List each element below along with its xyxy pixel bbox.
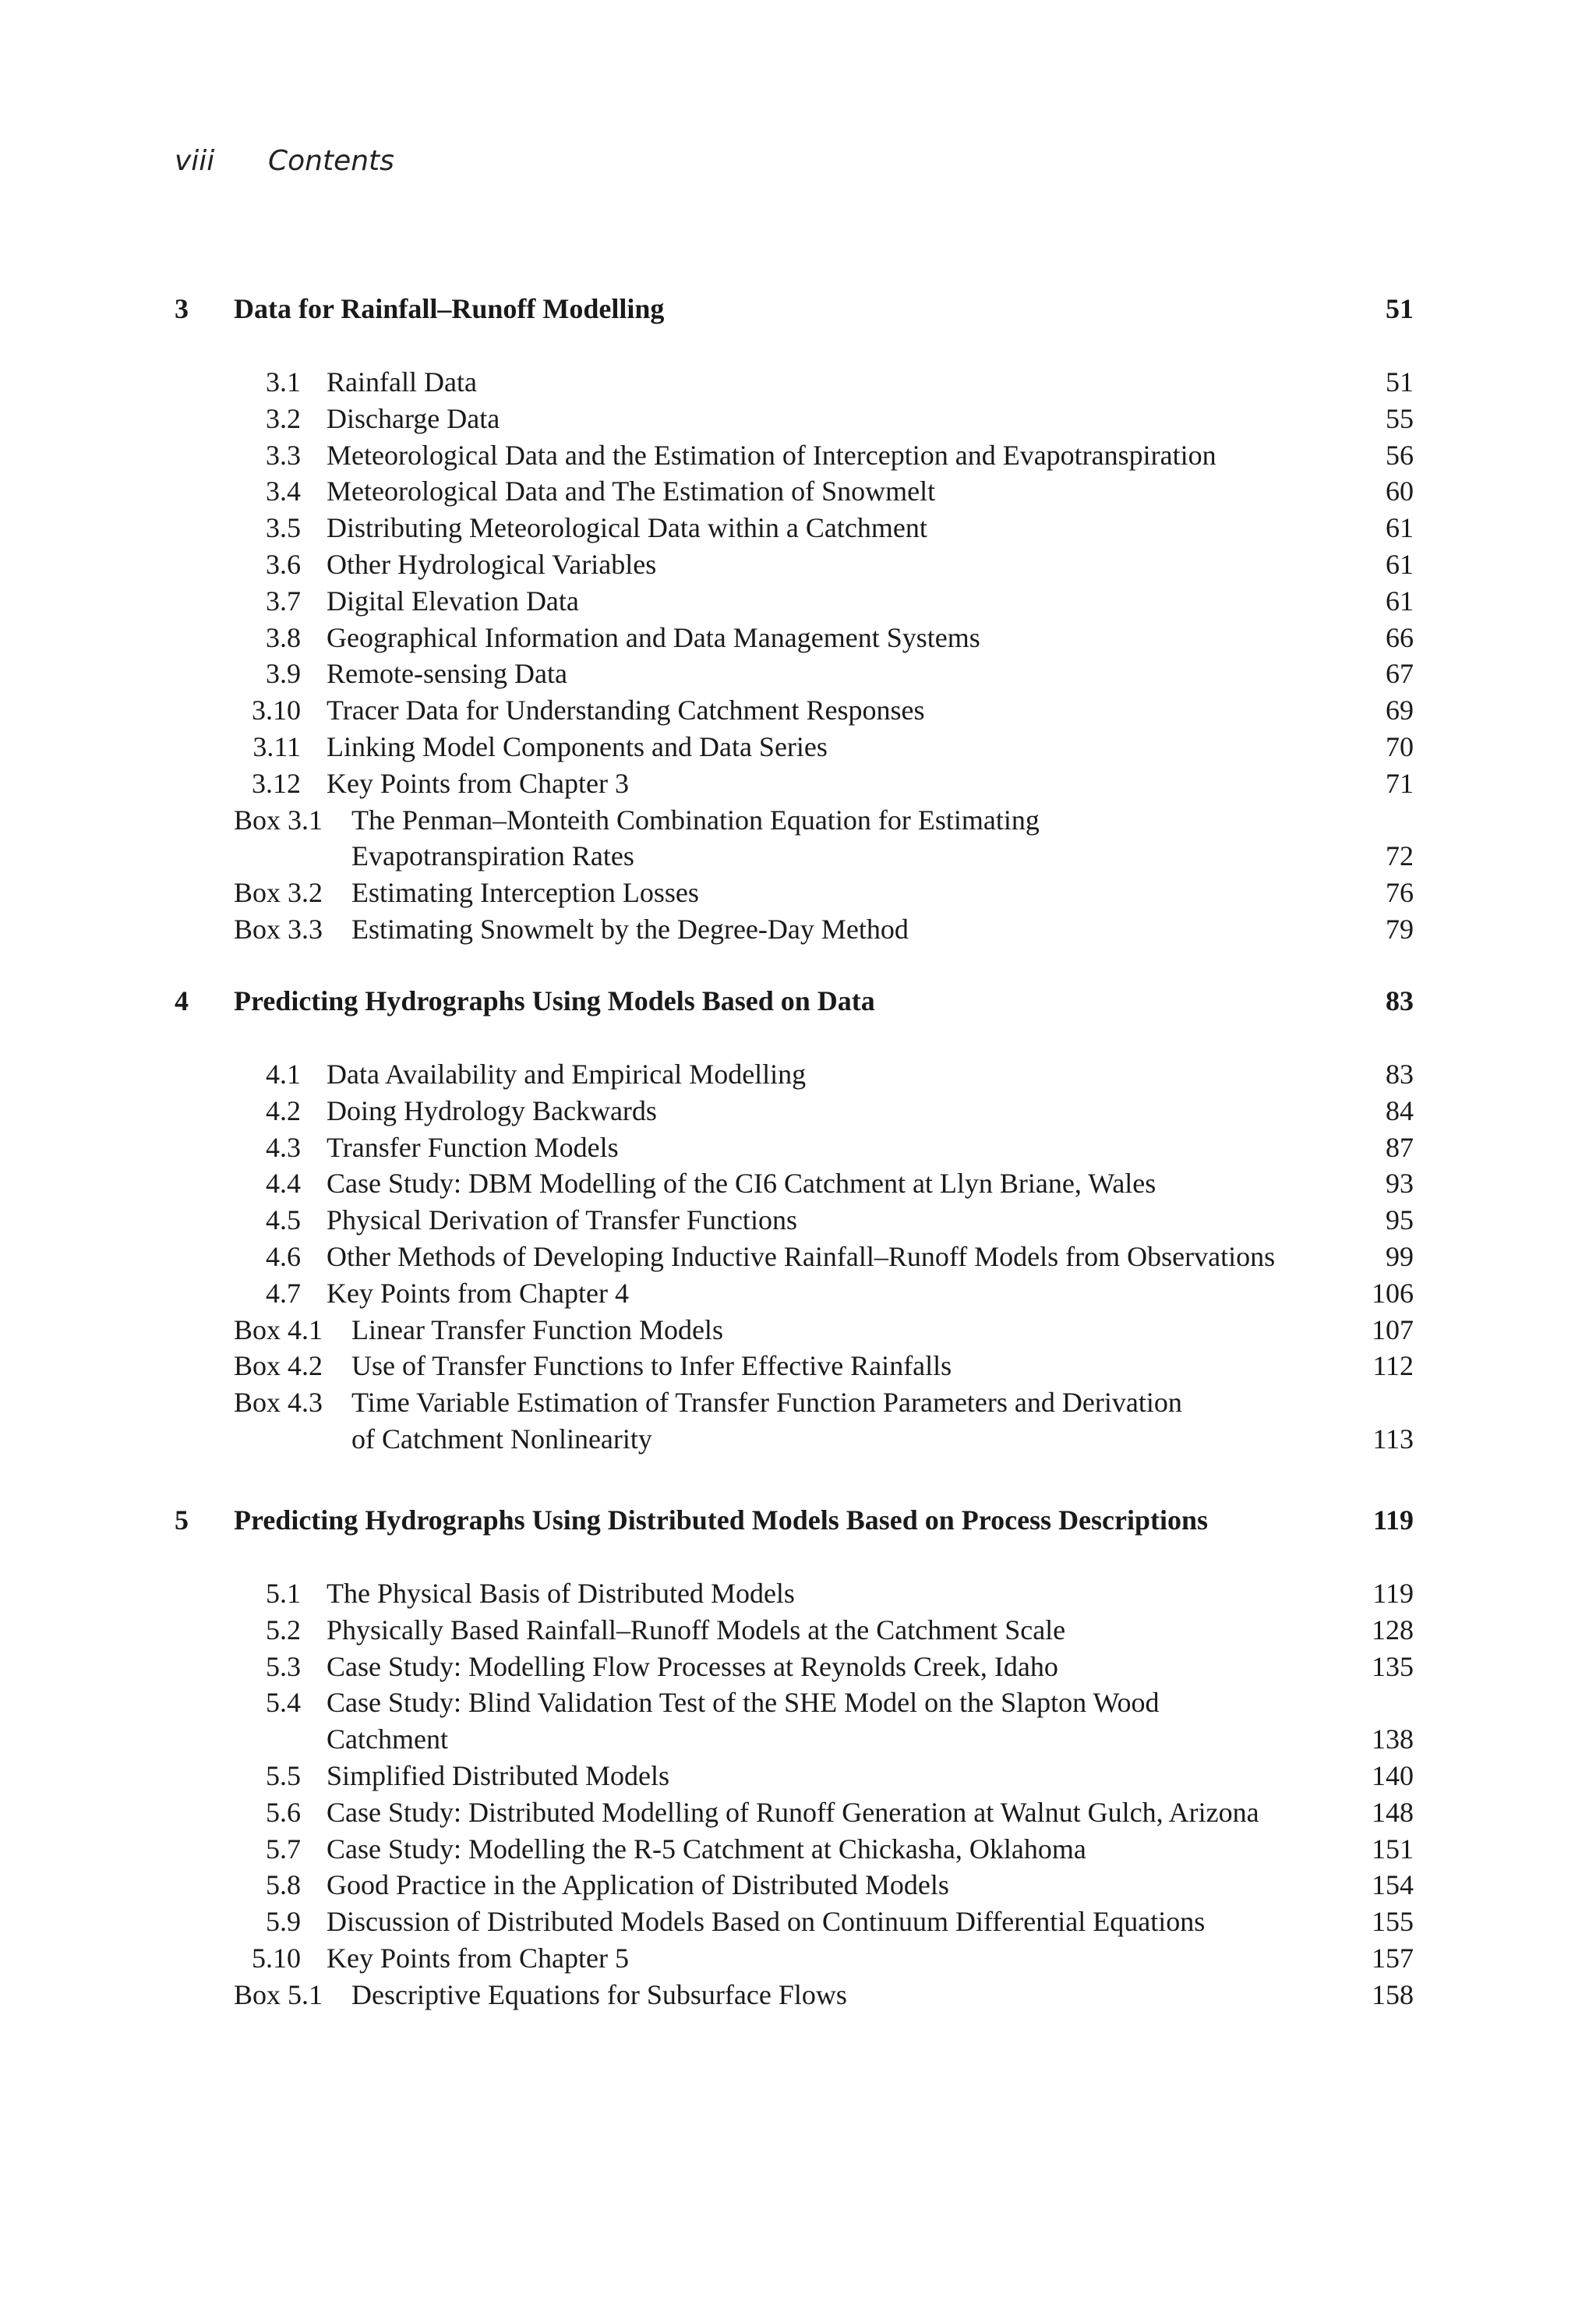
entry-number: Box 4.2 [234,1350,323,1382]
entry-title: Digital Elevation Data [327,585,579,617]
entry-number: 3.4 [266,475,301,507]
entry-page-number: 56 [1386,439,1414,471]
toc-section-entry[interactable] [0,1866,1596,1904]
toc-section-continuation[interactable] [0,1720,1596,1758]
toc-section-entry[interactable] [0,655,1596,692]
entry-number: 5.8 [266,1869,301,1901]
entry-number: 5.7 [266,1833,301,1865]
chapter-title: Data for Rainfall–Runoff Modelling [234,293,665,324]
entry-title: Discharge Data [327,402,500,434]
entry-title: The Physical Basis of Distributed Models [327,1578,795,1609]
entry-title: Data Availability and Empirical Modelling [327,1059,807,1090]
entry-title: Estimating Interception Losses [351,877,699,909]
entry-title: The Penman–Monteith Combination Equation for Estimating [351,804,1040,836]
entry-title: Other Methods of Developing Inductive Rainfall–Runoff Models from Observations [327,1241,1276,1272]
entry-title: Good Practice in the Application of Distributed Models [327,1869,949,1901]
page-folio: viii [175,145,215,177]
entry-number: Box 3.3 [234,914,323,945]
entry-title: Linking Model Components and Data Series [327,731,828,762]
entry-number: Box 4.3 [234,1387,323,1419]
entry-number: Box 3.2 [234,877,323,909]
entry-title: Use of Transfer Functions to Infer Effective Rainfalls [351,1350,952,1382]
entry-page-number: 87 [1386,1131,1414,1163]
entry-number: 4.1 [266,1059,301,1090]
entry-title: Meteorological Data and the Estimation of Interception and Evapotranspiration [327,439,1216,471]
entry-title: Case Study: Modelling Flow Processes at Reynolds Creek, Idaho [327,1650,1058,1682]
entry-title: Discussion of Distributed Models Based on Continuum Differential Equations [327,1906,1206,1938]
entry-page-number: 154 [1372,1869,1414,1901]
toc-section-entry[interactable] [0,363,1596,401]
toc-chapter-4[interactable] [0,982,1596,1020]
entry-page-number: 140 [1372,1760,1414,1791]
entry-page-number: 135 [1372,1650,1414,1682]
toc-section-entry[interactable] [0,546,1596,583]
entry-number: 3.10 [252,695,301,726]
entry-page-number: 93 [1386,1168,1414,1200]
entry-number: 5.2 [266,1614,301,1646]
toc-section-entry[interactable] [0,1129,1596,1166]
toc-section-entry[interactable] [0,691,1596,729]
entry-number: Box 4.1 [234,1313,323,1345]
entry-page-number: 95 [1386,1204,1414,1236]
toc-chapter-5[interactable] [0,1501,1596,1539]
entry-page-number: 84 [1386,1094,1414,1126]
toc-section-entry[interactable] [0,1830,1596,1868]
entry-page-number: 128 [1372,1614,1414,1646]
entry-number: 5.6 [266,1796,301,1828]
entry-number: 4.4 [266,1168,301,1200]
toc-box-continuation[interactable] [0,837,1596,875]
entry-page-number: 67 [1386,658,1414,690]
entry-page-number: 148 [1372,1796,1414,1828]
entry-number: 3.7 [266,585,301,617]
entry-number: 3.5 [266,512,301,544]
entry-page-number: 51 [1386,366,1414,398]
entry-number: 5.1 [266,1578,301,1609]
entry-page-number: 70 [1386,731,1414,762]
entry-page-number: 72 [1386,840,1414,872]
toc-section-entry[interactable] [0,765,1596,802]
entry-page-number: 60 [1386,475,1414,507]
toc-section-entry[interactable] [0,509,1596,546]
entry-title: Meteorological Data and The Estimation of Snowmelt [327,475,936,507]
entry-page-number: 157 [1372,1943,1414,1974]
toc-section-entry[interactable] [0,437,1596,474]
toc-section-entry[interactable] [0,1201,1596,1239]
entry-title: Key Points from Chapter 5 [327,1943,629,1974]
toc-section-entry[interactable] [0,1092,1596,1129]
entry-number: 4.6 [266,1241,301,1272]
entry-title: of Catchment Nonlinearity [351,1423,652,1455]
entry-page-number: 138 [1372,1723,1414,1755]
entry-number: 4.2 [266,1094,301,1126]
entry-page-number: 151 [1372,1833,1414,1865]
entry-title: Rainfall Data [327,366,477,398]
entry-title: Distributing Meteorological Data within a Catchment [327,512,927,544]
entry-page-number: 55 [1386,402,1414,434]
entry-number: 5.3 [266,1650,301,1682]
entry-title: Remote-sensing Data [327,658,567,690]
chapter-number: 4 [175,985,189,1016]
entry-page-number: 61 [1386,549,1414,580]
entry-page-number: 71 [1386,767,1414,799]
toc-section-entry[interactable] [0,1274,1596,1312]
entry-number: 5.4 [266,1687,301,1719]
entry-title: Case Study: Blind Validation Test of the SHE Model on the Slapton Wood [327,1687,1160,1719]
toc-box-entry[interactable] [0,1311,1596,1349]
chapter-number: 3 [175,293,189,324]
toc-section-entry[interactable] [0,1055,1596,1093]
entry-page-number: 69 [1386,695,1414,726]
toc-section-entry[interactable] [0,582,1596,620]
entry-title: Key Points from Chapter 3 [327,767,629,799]
toc-box-entry[interactable] [0,801,1596,839]
entry-page-number: 99 [1386,1241,1414,1272]
toc-section-entry[interactable] [0,1903,1596,1940]
entry-title: Descriptive Equations for Subsurface Flows [351,1978,847,2010]
entry-number: Box 3.1 [234,804,323,836]
entry-number: 3.12 [252,767,301,799]
entry-number: 5.10 [252,1943,301,1974]
toc-box-entry[interactable] [0,1347,1596,1384]
entry-number: 3.1 [266,366,301,398]
toc-section-entry[interactable] [0,728,1596,765]
entry-number: 3.3 [266,439,301,471]
entry-number: 5.5 [266,1760,301,1791]
entry-title: Estimating Snowmelt by the Degree-Day Method [351,914,909,945]
entry-title: Key Points from Chapter 4 [327,1277,629,1309]
chapter-page-number: 83 [1386,985,1414,1016]
entry-title: Evapotranspiration Rates [351,840,634,872]
entry-number: 3.2 [266,402,301,434]
entry-page-number: 61 [1386,585,1414,617]
entry-title: Linear Transfer Function Models [351,1313,723,1345]
entry-title: Case Study: Distributed Modelling of Runoff Generation at Walnut Gulch, Arizona [327,1796,1259,1828]
entry-page-number: 158 [1372,1978,1414,2010]
running-head [175,145,394,177]
entry-page-number: 155 [1372,1906,1414,1938]
entry-number: 4.7 [266,1277,301,1309]
toc-section-entry[interactable] [0,1757,1596,1794]
entry-number: 3.9 [266,658,301,690]
chapter-page-number: 51 [1386,293,1414,324]
entry-page-number: 61 [1386,512,1414,544]
entry-title: Case Study: Modelling the R-5 Catchment at Chickasha, Oklahoma [327,1833,1086,1865]
entry-number: Box 5.1 [234,1978,323,2010]
toc-section-entry[interactable] [0,1165,1596,1202]
entry-page-number: 113 [1372,1423,1414,1455]
toc-section-entry[interactable] [0,472,1596,510]
chapter-page-number: 119 [1372,1504,1414,1536]
toc-box-continuation[interactable] [0,1420,1596,1458]
toc-chapter-3[interactable] [0,290,1596,327]
entry-number: 3.11 [252,731,301,762]
entry-page-number: 107 [1372,1313,1414,1345]
toc-box-entry[interactable] [0,910,1596,948]
entry-title: Simplified Distributed Models [327,1760,669,1791]
entry-title: Catchment [327,1723,448,1755]
running-title: Contents [268,145,394,177]
entry-page-number: 119 [1372,1578,1414,1609]
entry-page-number: 83 [1386,1059,1414,1090]
toc-section-entry[interactable] [0,1648,1596,1685]
entry-title: Other Hydrological Variables [327,549,657,580]
entry-title: Tracer Data for Understanding Catchment Responses [327,695,925,726]
entry-number: 3.6 [266,549,301,580]
toc-box-entry[interactable] [0,1976,1596,2013]
entry-page-number: 66 [1386,621,1414,653]
entry-title: Transfer Function Models [327,1131,619,1163]
toc-section-entry[interactable] [0,619,1596,656]
toc-box-entry[interactable] [0,1384,1596,1421]
entry-title: Physically Based Rainfall–Runoff Models at the Catchment Scale [327,1614,1066,1646]
toc-section-entry[interactable] [0,1794,1596,1831]
toc-section-entry[interactable] [0,1238,1596,1275]
toc-section-entry[interactable] [0,400,1596,437]
entry-page-number: 112 [1372,1350,1414,1382]
toc-section-entry[interactable] [0,1684,1596,1721]
entry-title: Doing Hydrology Backwards [327,1094,657,1126]
toc-box-entry[interactable] [0,874,1596,911]
entry-title: Time Variable Estimation of Transfer Function Parameters and Derivation [351,1387,1182,1419]
entry-number: 4.3 [266,1131,301,1163]
entry-title: Geographical Information and Data Management Systems [327,621,980,653]
toc-section-entry[interactable] [0,1575,1596,1612]
toc-section-entry[interactable] [0,1939,1596,1977]
entry-title: Physical Derivation of Transfer Functions [327,1204,797,1236]
entry-number: 3.8 [266,621,301,653]
entry-page-number: 76 [1386,877,1414,909]
entry-number: 5.9 [266,1906,301,1938]
entry-page-number: 106 [1372,1277,1414,1309]
toc-section-entry[interactable] [0,1611,1596,1649]
entry-number: 4.5 [266,1204,301,1236]
entry-page-number: 79 [1386,914,1414,945]
chapter-title: Predicting Hydrographs Using Models Based on Data [234,985,875,1016]
chapter-number: 5 [175,1504,189,1536]
entry-title: Case Study: DBM Modelling of the CI6 Catchment at Llyn Briane, Wales [327,1168,1156,1200]
chapter-title: Predicting Hydrographs Using Distributed Models Based on Process Descriptions [234,1504,1209,1536]
